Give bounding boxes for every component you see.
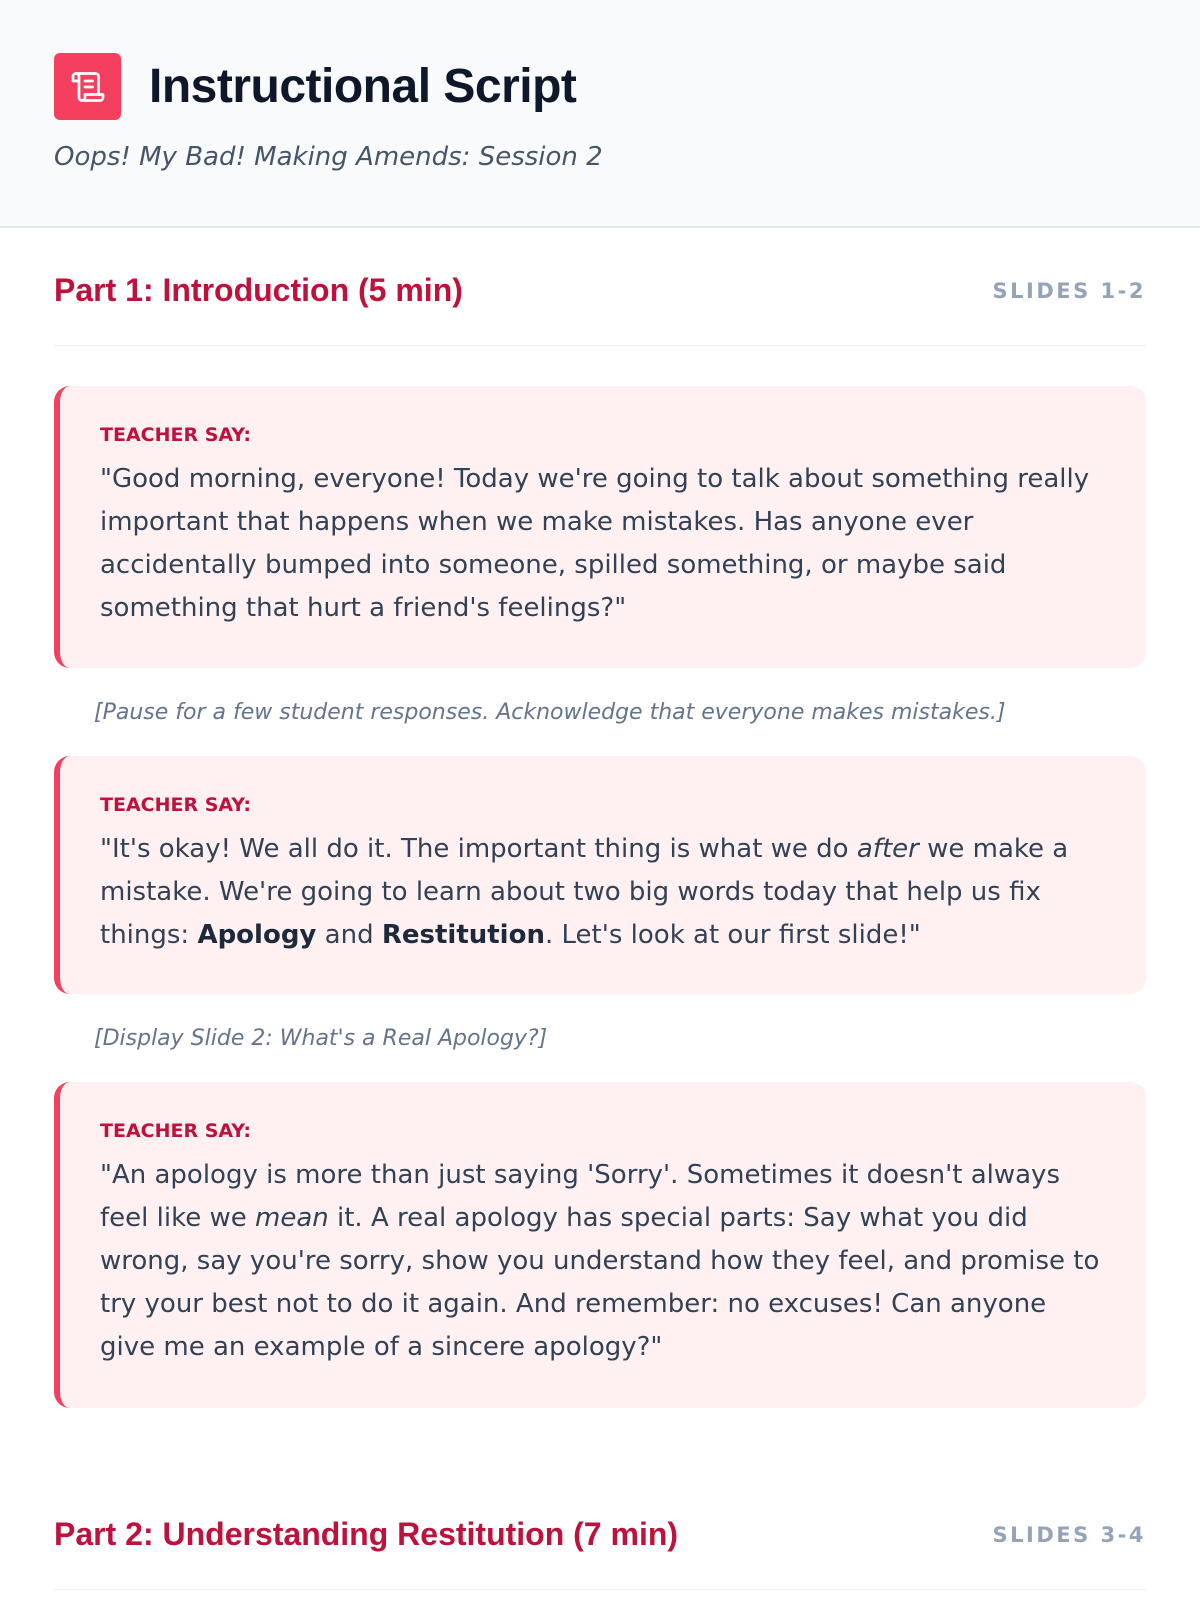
page-title: Instructional Script	[149, 60, 577, 113]
teacher-say-text: "An apology is more than just saying 'Sorry'. Sometimes it doesn't always feel like we mean it. A real apology has special parts: Say what you did wrong, say you're sorry, show you understand how they feel, and promise to try your best not to do it again. And remember: no excuses! Can anyone give me an example of a sincere apology?"	[100, 1160, 1100, 1362]
teacher-say-label: TEACHER SAY:	[100, 794, 251, 816]
teacher-say-label: TEACHER SAY:	[100, 1120, 251, 1142]
teacher-say-box	[54, 756, 1146, 994]
teacher-say-label: TEACHER SAY:	[100, 424, 251, 446]
scroll-icon	[54, 53, 121, 120]
part-1-section	[54, 228, 1146, 1408]
stage-direction: [Display Slide 2: What's a Real Apology?]	[94, 1025, 548, 1051]
page-subtitle: Oops! My Bad! Making Amends: Session 2	[54, 142, 603, 172]
part-2-slides-tag: SLIDES 3-4	[992, 1522, 1146, 1547]
part-2-title: Part 2: Understanding Restitution (7 min)	[54, 1516, 679, 1552]
part-1-header	[54, 228, 1146, 346]
teacher-say-box	[54, 1082, 1146, 1408]
page-header	[0, 0, 1200, 228]
part-1-title: Part 1: Introduction (5 min)	[54, 272, 463, 308]
stage-direction: [Pause for a few student responses. Acknowledge that everyone makes mistakes.]	[94, 699, 1006, 725]
teacher-say-box	[54, 386, 1146, 668]
part-2-header	[54, 1472, 1146, 1590]
teacher-say-text: "It's okay! We all do it. The important thing is what we do after we make a mistake. We're going to learn about two big words today that help us fix things: Apology and Restitution. Let's look at our first slide!"	[100, 834, 1069, 950]
part-2-section	[54, 1472, 1146, 1590]
script-content	[0, 228, 1200, 1590]
teacher-say-text: "Good morning, everyone! Today we're going to talk about something really important that happens when we make mistakes. Has anyone ever accidentally bumped into someone, spilled something, or maybe said something that hurt a friend's feelings?"	[100, 464, 1090, 623]
part-1-slides-tag: SLIDES 1-2	[992, 278, 1146, 303]
title-row	[54, 53, 1146, 120]
